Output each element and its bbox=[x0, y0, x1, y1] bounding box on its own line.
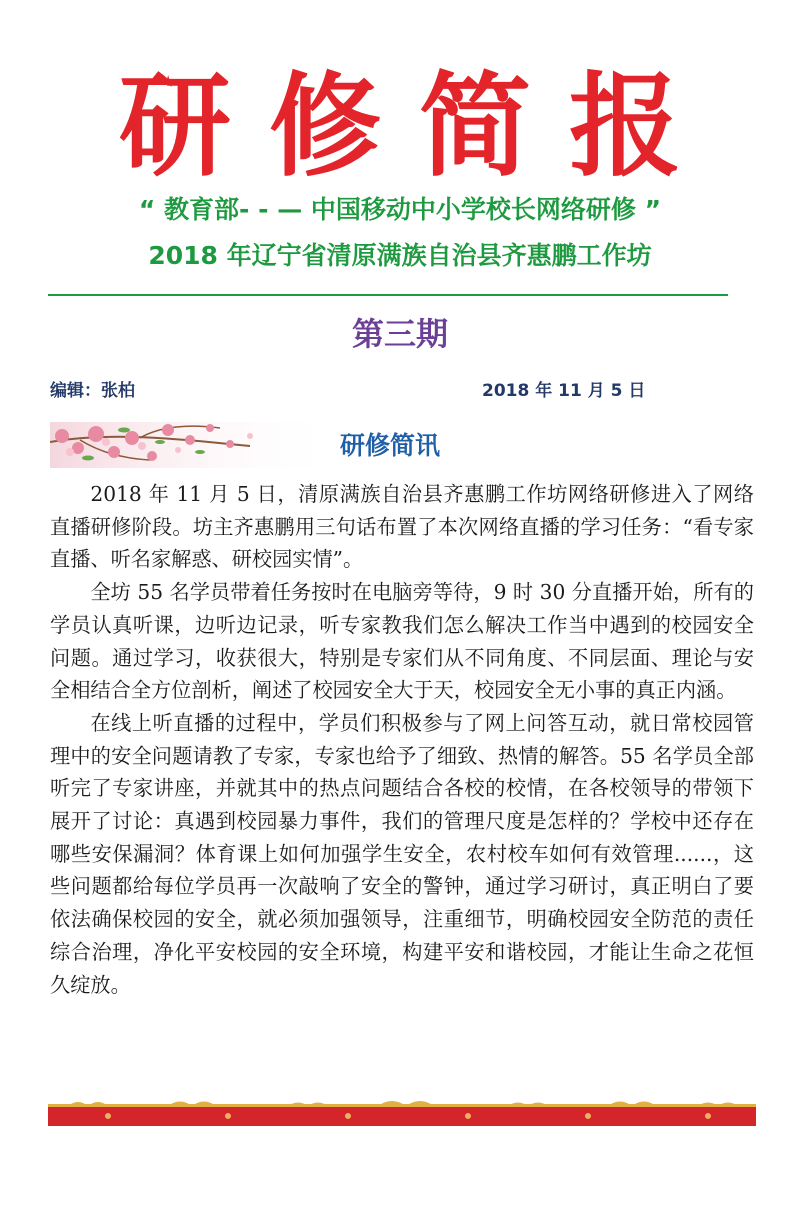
section-title: 研修简讯 bbox=[340, 431, 441, 460]
article-body bbox=[50, 478, 754, 1001]
issue-label: 第三期 bbox=[351, 315, 448, 353]
blossom-decoration bbox=[50, 412, 340, 478]
editor-credit: 编辑：张柏 bbox=[50, 381, 135, 401]
article-paragraph: 2018 年 11 月 5 日，清原满族自治县齐惠鹏工作坊网络研修进入了网络直播研修阶段。坊主齐惠鹏用三句话布置了本次网络直播的学习任务：“看专家直播、听名家解惑、研校园实情”。 bbox=[50, 482, 754, 572]
meta-line bbox=[50, 378, 750, 404]
article-paragraph: 全坊 55 名学员带着任务按时在电脑旁等待，9 时 30 分直播开始，所有的学员认真听课，边听边记录，听专家教我们怎么解决工作当中遇到的校园安全问题。通过学习，收获很大，特别是专家们从不同角度、不同层面、理论与安全相结合全方位剖析，阐述了校园安全大于天，校园安全无小事的真正内涵。 bbox=[50, 580, 754, 703]
issue-date: 2018 年 11 月 5 日 bbox=[482, 381, 646, 401]
header-line-2: 2018 年辽宁省清原满族自治县齐惠鹏工作坊 bbox=[148, 241, 652, 270]
masthead-title: 研修简报 bbox=[119, 61, 719, 192]
header-line-1: “ 教育部- - — 中国移动中小学校长网络研修 ” bbox=[138, 195, 662, 224]
footer-ornament-band bbox=[48, 1098, 756, 1126]
article-paragraph: 在线上听直播的过程中，学员们积极参与了网上问答互动，就日常校园管理中的安全问题请教了专家，专家也给予了细致、热情的解答。55 名学员全部听完了专家讲座，并就其中的热点问题结合各校的校情，在各校领导的带领下展开了讨论：真遇到校园暴力事件，我们的管理尺度是怎样的？学校中还存在哪些安保漏洞？体育课上如何加强学生安全，农村校车如何有效管理......，这些问题都给每位学员再一次敲响了安全的警钟，通过学习研讨，真正明白了要依法确保校园的安全，就必须加强领导，注重细节，明确校园安全防范的责任综合治理，净化平安校园的安全环境，构建平安和谐校园，才能让生命之花恒久绽放。 bbox=[50, 710, 754, 997]
header-divider bbox=[48, 294, 728, 296]
